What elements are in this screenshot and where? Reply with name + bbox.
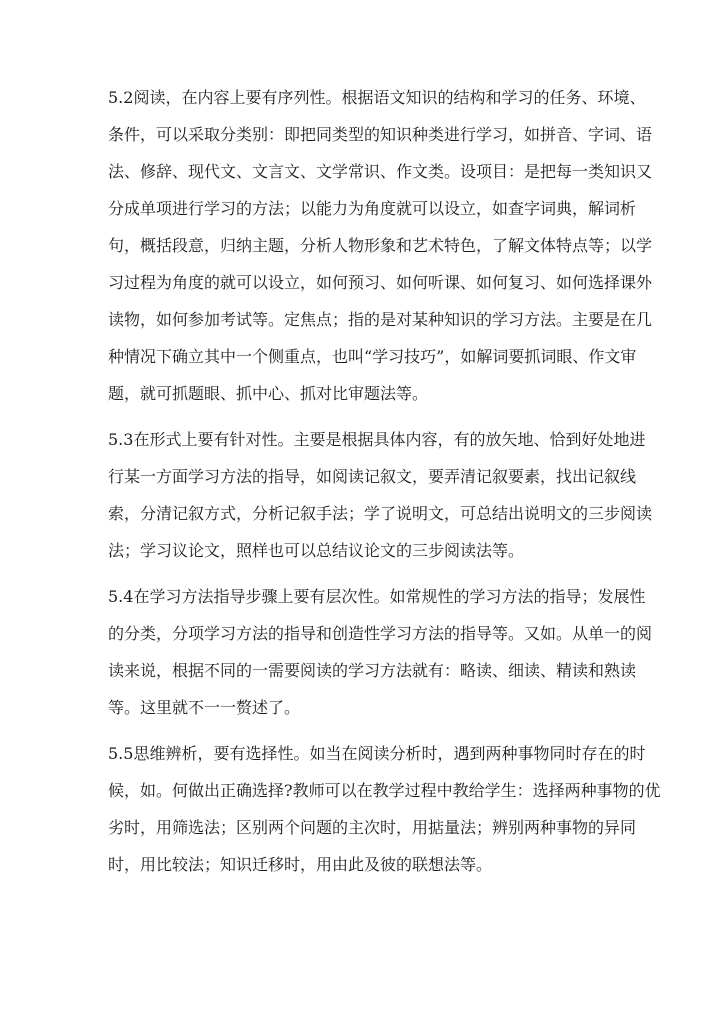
text-line: 5.2阅读，在内容上要有序列性。根据语文知识的结构和学习的任务、环境、	[108, 88, 646, 107]
text-line: 时，用比较法；知识迁移时，用由此及彼的联想法等。	[108, 855, 493, 874]
text-line: 种情况下确立其中一个侧重点，也叫“学习技巧”，如解词要抓词眼、作文审	[108, 347, 637, 366]
text-line: 劣时，用筛选法；区别两个问题的主次时，用掂量法；辨别两种事物的异同	[108, 818, 637, 837]
text-line: 读物，如何参加考试等。定焦点；指的是对某种知识的学习方法。主要是在几	[108, 310, 653, 329]
text-line: 读来说，根据不同的一需要阅读的学习方法就有：略读、细读、精读和熟读	[108, 661, 637, 680]
text-line: 候，如。何做出正确选择?教师可以在教学过程中教给学生：选择两种事物的优	[108, 781, 661, 800]
text-line: 法；学习议论文，照样也可以总结议论文的三步阅读法等。	[108, 541, 525, 560]
text-line: 条件，可以采取分类别：即把同类型的知识种类进行学习，如拼音、字词、语	[108, 125, 653, 144]
text-line: 句，概括段意，归纳主题，分析人物形象和艺术特色，了解文体特点等；以学	[108, 236, 653, 255]
text-line: 5.4在学习方法指导步骤上要有层次性。如常规性的学习方法的指导；发展性	[108, 587, 646, 606]
text-line: 行某一方面学习方法的指导，如阅读记叙文，要弄清记叙要素，找出记叙线	[108, 467, 637, 486]
text-line: 分成单项进行学习的方法；以能力为角度就可以设立，如查字词典，解词析	[108, 199, 637, 218]
text-line: 5.3在形式上要有针对性。主要是根据具体内容，有的放矢地、恰到好处地进	[108, 430, 646, 449]
text-line: 索，分清记叙方式，分析记叙手法；学了说明文，可总结出说明文的三步阅读	[108, 504, 653, 523]
text-line: 习过程为角度的就可以设立，如何预习、如何听课、如何复习、如何选择课外	[108, 273, 653, 292]
text-line: 题，就可抓题眼、抓中心、抓对比审题法等。	[108, 384, 429, 403]
text-line: 5.5思维辨析，要有选择性。如当在阅读分析时，遇到两种事物同时存在的时	[108, 744, 646, 763]
text-line: 等。这里就不一一赘述了。	[108, 698, 301, 717]
text-line: 法、修辞、现代文、文言文、文学常识、作文类。设项目：是把每一类知识又	[108, 162, 653, 181]
text-line: 的分类，分项学习方法的指导和创造性学习方法的指导等。又如。从单一的阅	[108, 624, 653, 643]
